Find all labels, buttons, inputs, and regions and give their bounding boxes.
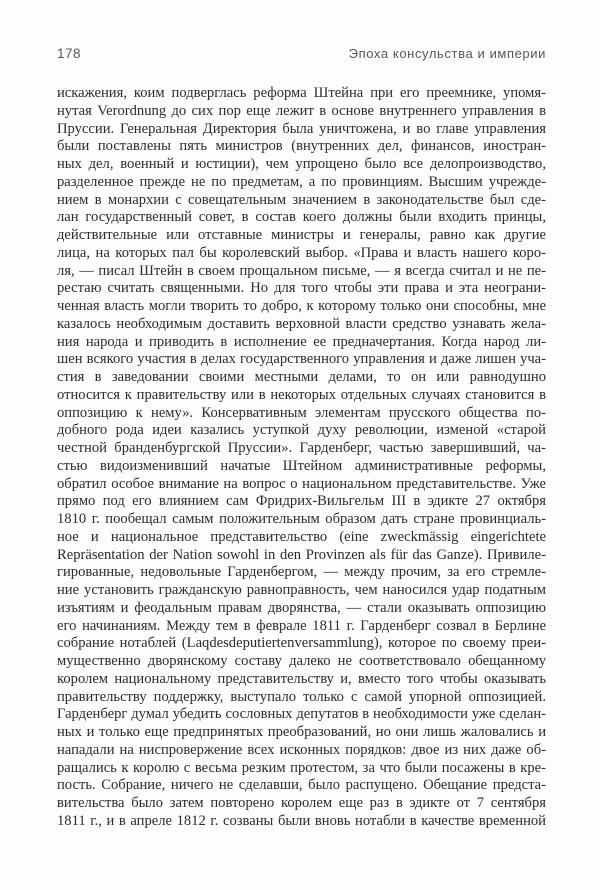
text-line: Пруссии. Генеральная Директория была уничтожена, и во главе управления — [57, 120, 546, 137]
text-line: прямо под его влиянием сам Фридрих-Вильгельм III в эдикте 27 октября — [57, 493, 546, 510]
text-line: разделенное прежде не по предметам, а по провинциям. Высшим учрежде- — [57, 173, 546, 190]
text-line: его начинаниям. Между тем в феврале 1811 г. Гарденберг созвал в Берлине — [57, 617, 546, 634]
text-line: гированные, недовольные Гарденбергом, — между прочим, за его стремле- — [57, 564, 546, 581]
text-line: честной бранденбургской Пруссии». Гарденберг, частью завершивший, ча- — [57, 440, 546, 456]
text-line: ченная власть могли творить то добро, к которому только они способны, мне — [57, 298, 546, 314]
text-line: относится к правительству или в некоторых отдельных случаях становится в — [57, 386, 546, 403]
text-line: действительные или отставные министры и генералы, равно как другие — [57, 227, 546, 243]
text-line: добного рода идеи казались уступкой духу революции, изменой «старой — [57, 422, 546, 439]
text-line: 1811 г., и в апреле 1812 г. созваны были вновь нотабли в качестве временной — [57, 812, 546, 829]
text-line: ных и только еще предпринятых преобразований, но они лишь жаловались и — [57, 724, 546, 740]
text-line: нутая Verordnung до сих пор еще лежит в основе внутреннего управления в — [57, 102, 546, 119]
text-line: казалось необходимым доставить верховной власти средство узнавать жела- — [57, 315, 546, 332]
text-line: шен всякого участия в делах государственного управления и даже лишен уча- — [57, 351, 546, 368]
running-head: Эпоха консульства и империи — [348, 46, 546, 61]
text-line: обратил особое внимание на вопрос о национальном представительстве. Уже — [57, 475, 546, 492]
text-line: изъятиям и феодальным правам дворянства, — стали оказывать оппозицию — [57, 599, 546, 616]
text-line: стия в заведовании своими местными делами, то он или равнодушно — [57, 369, 546, 385]
text-line: ния народа и приводить в исполнение ее предначертания. Когда народ ли- — [57, 333, 546, 350]
body-text — [57, 85, 546, 831]
page-number: 178 — [57, 46, 82, 61]
text-line: были поставлены пять министров (внутренних дел, финансов, иностран- — [57, 138, 546, 155]
text-line: оппозицию к нему». Консервативным элементам прусского общества по- — [57, 404, 546, 421]
text-line: ля, — писал Штейн в своем прощальном письме, — я всегда считал и не пе- — [57, 262, 546, 279]
text-line: искажения, коим подверглась реформа Штейна при его преемнике, упомя- — [57, 85, 546, 101]
text-line: пость. Собрание, ничего не сделавши, было распущено. Обещание предста- — [57, 777, 546, 794]
text-line: собрание нотаблей (Laqdesdeputiertenversammlung), которое по своему преи- — [57, 635, 546, 652]
text-line: стью видоизменивший начатые Штейном административные реформы, — [57, 457, 546, 474]
text-line: Repräsentation der Nation sowohl in den Provinzen als für das Ganze). Привиле- — [57, 546, 546, 563]
text-line: королем национальному представительству и, вместо того чтобы оказывать — [57, 670, 546, 687]
text-line: Гарденберг думал убедить сословных депутатов в необходимости уже сделан- — [57, 706, 546, 723]
text-line: лан государственный совет, в состав коего должны были входить принцы, — [57, 209, 546, 226]
text-line: ращались к королю с весьма резким протестом, за что были посажены в кре- — [57, 759, 546, 776]
page-header — [57, 46, 546, 61]
text-line: рестаю считать священными. Но для того чтобы эти права и эта неограни- — [57, 280, 546, 297]
text-line: вительства было затем повторено королем еще раз в эдикте от 7 сентября — [57, 795, 546, 811]
text-line: лица, на которых пал бы королевский выбор. «Права и власть нашего коро- — [57, 244, 546, 261]
text-line: ние установить гражданскую равноправность, чем наносился удар податным — [57, 582, 546, 598]
text-line: мущественно дворянскому составу далеко не соответствовало обещанному — [57, 653, 546, 669]
text-line: ных дел, военный и юстиции), чем упрощено было все делопроизводство, — [57, 156, 546, 172]
text-line: 1810 г. пообещал самым положительным образом дать стране провинциаль- — [57, 511, 546, 527]
text-line: ное и национальное представительство (eine zweckmässig eingerichtete — [57, 528, 546, 545]
text-line: правительству поддержку, выступало только с самой упорной оппозицией. — [57, 688, 546, 705]
text-line: нием в монархии с совещательным значением в законодательстве был сде- — [57, 191, 546, 208]
text-line: нападали на ниспровержение всех исконных порядков: двое из них даже об- — [57, 741, 546, 758]
